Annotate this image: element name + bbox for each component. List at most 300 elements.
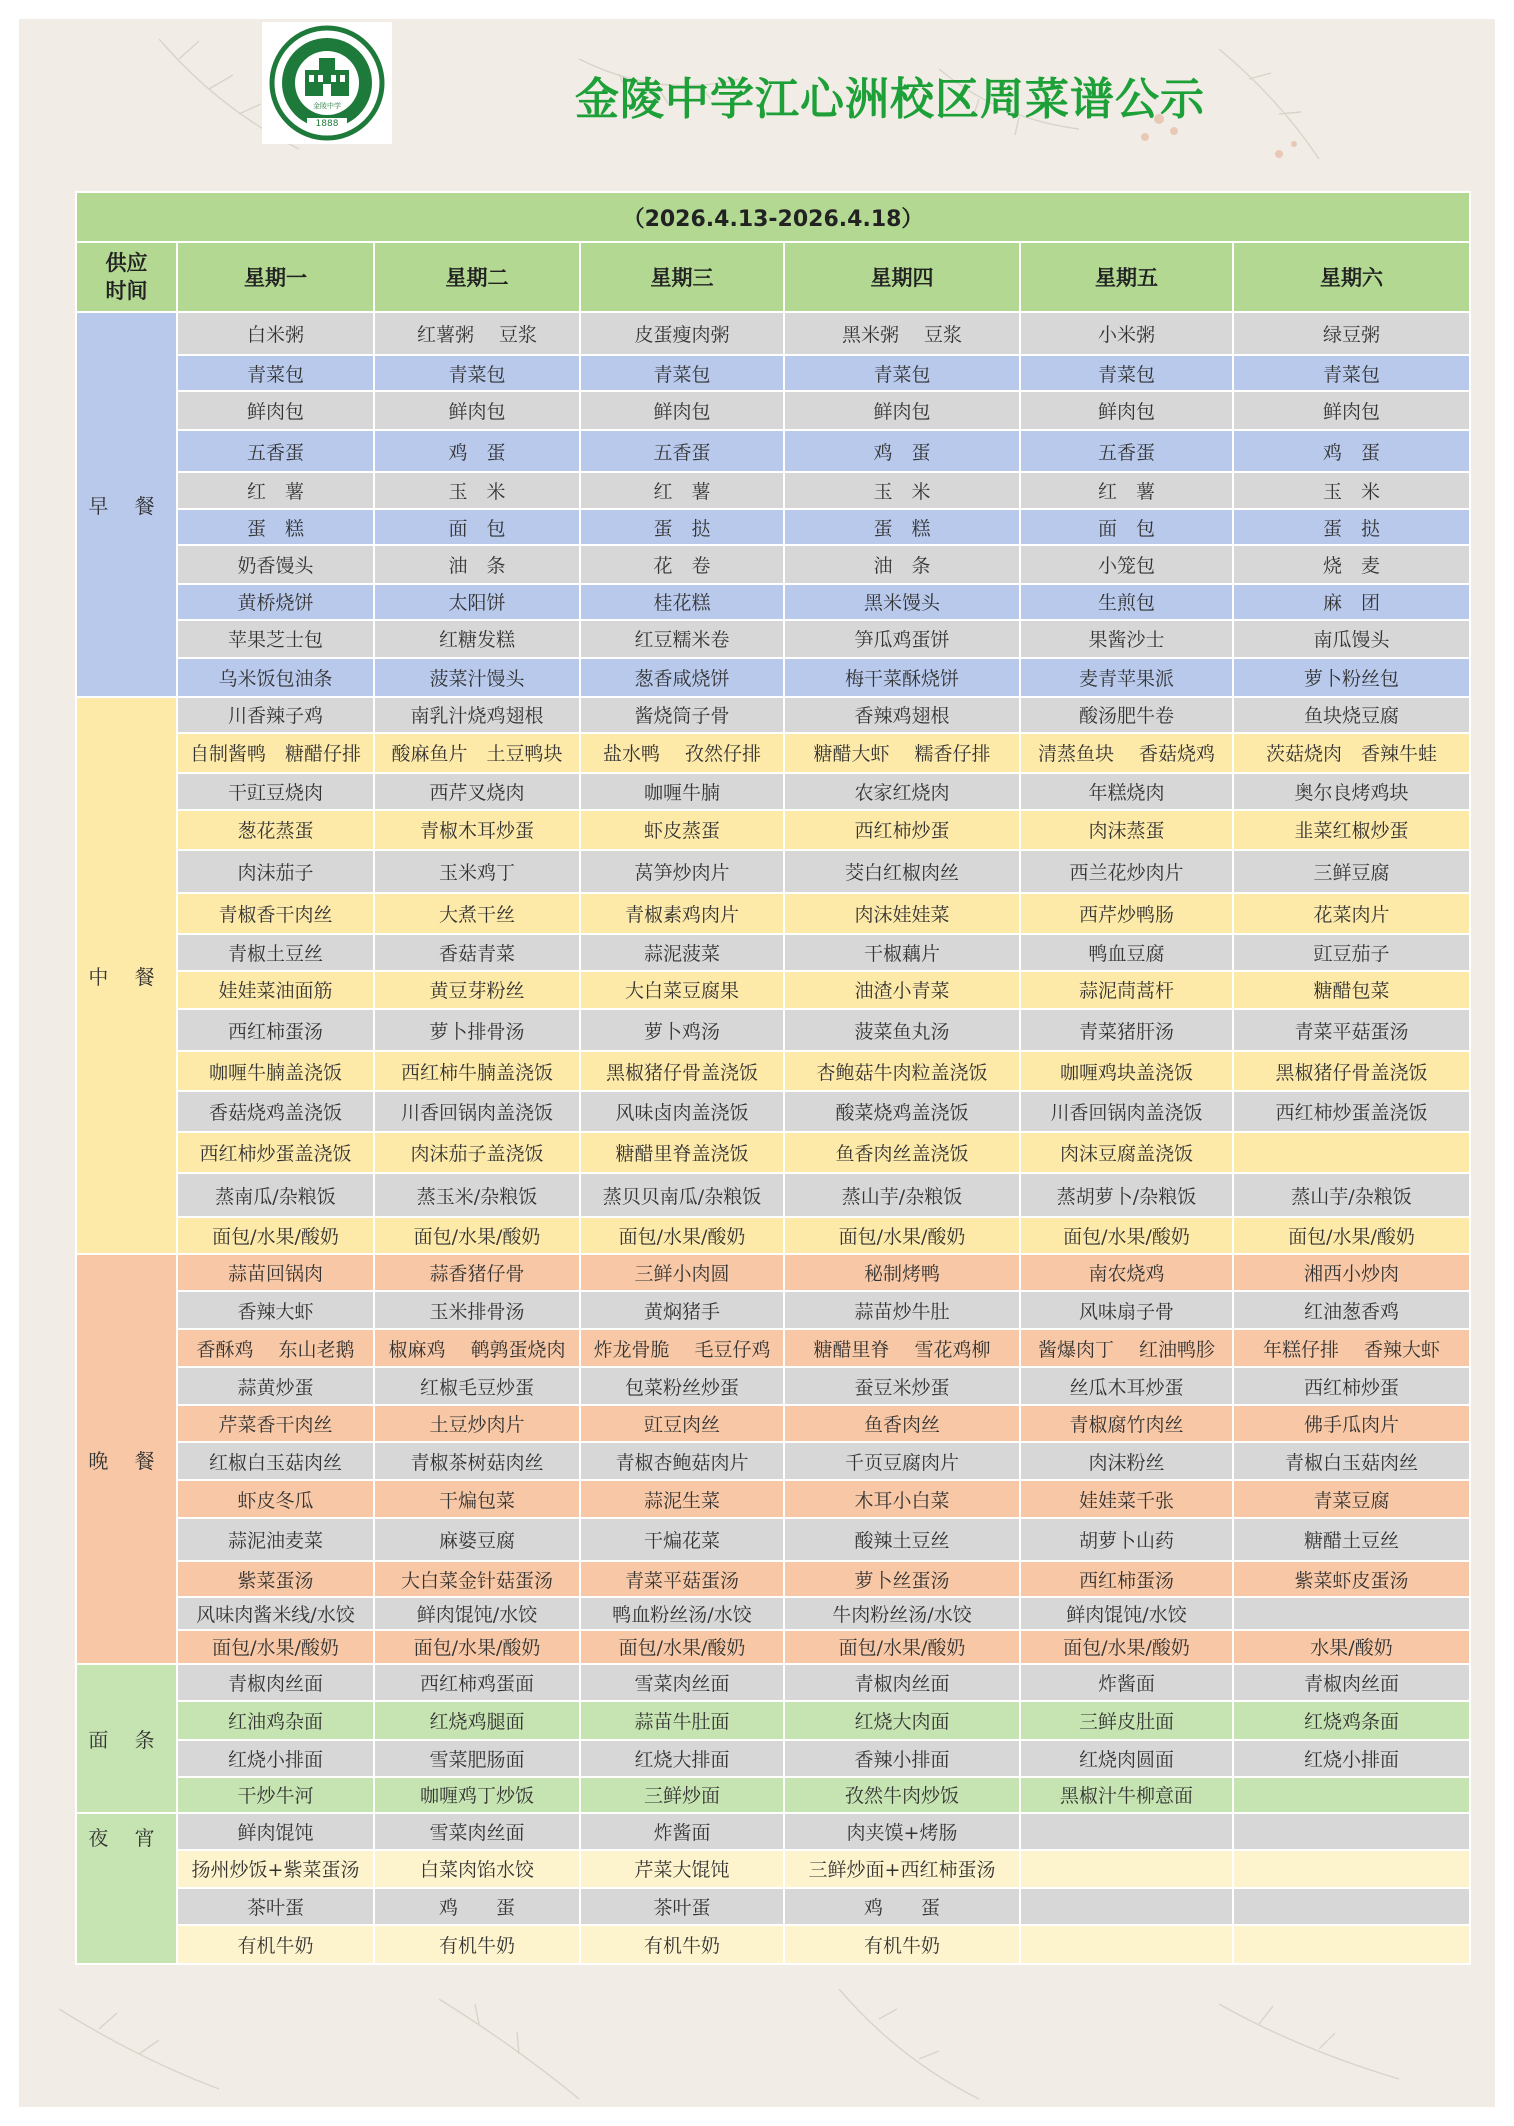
menu-cell: 黄豆芽粉丝	[374, 971, 580, 1009]
menu-cell: 黑椒汁牛柳意面	[1020, 1777, 1233, 1813]
day-header: 星期四	[784, 242, 1020, 312]
menu-cell: 干煸包菜	[374, 1480, 580, 1518]
menu-cell: 糖醋包菜	[1233, 971, 1470, 1009]
menu-cell	[1020, 1850, 1233, 1888]
menu-cell: 蒜苗回锅肉	[177, 1254, 374, 1291]
menu-cell: 干炒牛河	[177, 1777, 374, 1813]
menu-cell: 咖喱鸡丁炒饭	[374, 1777, 580, 1813]
menu-cell: 红豆糯米卷	[580, 620, 784, 658]
lunch-row	[76, 697, 1470, 733]
menu-cell: 干豇豆烧肉	[177, 773, 374, 810]
menu-cell: 鸡 蛋	[1233, 430, 1470, 472]
menu-cell: 蒸南瓜/杂粮饭	[177, 1173, 374, 1217]
menu-cell: 面包/水果/酸奶	[374, 1217, 580, 1254]
menu-cell: 千页豆腐肉片	[784, 1442, 1020, 1480]
menu-cell: 葱香咸烧饼	[580, 658, 784, 697]
menu-cell: 红烧鸡腿面	[374, 1701, 580, 1740]
day-header: 星期三	[580, 242, 784, 312]
menu-cell: 孜然牛肉炒饭	[784, 1777, 1020, 1813]
menu-cell: 青椒茶树菇肉丝	[374, 1442, 580, 1480]
menu-cell: 鱼块烧豆腐	[1233, 697, 1470, 733]
menu-cell: 佛手瓜肉片	[1233, 1405, 1470, 1442]
day-header: 星期一	[177, 242, 374, 312]
menu-cell: 有机牛奶	[374, 1925, 580, 1964]
menu-cell: 咖喱牛腩	[580, 773, 784, 810]
menu-cell: 南乳汁烧鸡翅根	[374, 697, 580, 733]
menu-cell: 青菜平菇蛋汤	[580, 1561, 784, 1597]
menu-cell: 农家红烧肉	[784, 773, 1020, 810]
lunch-row	[76, 1173, 1470, 1217]
menu-cell: 蒜泥油麦菜	[177, 1518, 374, 1561]
menu-cell: 西红柿炒蛋	[1233, 1367, 1470, 1405]
menu-cell: 面包/水果/酸奶	[1020, 1630, 1233, 1664]
menu-cell: 西红柿蛋汤	[177, 1009, 374, 1051]
menu-cell: 肉沫茄子	[177, 850, 374, 893]
menu-cell: 红烧大肉面	[784, 1701, 1020, 1740]
menu-cell: 青椒杏鲍菇肉片	[580, 1442, 784, 1480]
menu-cell: 玉 米	[374, 472, 580, 509]
menu-cell: 鲜肉馄饨/水饺	[374, 1597, 580, 1630]
menu-cell: 油 条	[784, 545, 1020, 584]
logo-motto: 金陵中学	[313, 102, 341, 110]
menu-cell: 烧 麦	[1233, 545, 1470, 584]
menu-cell: 萝卜鸡汤	[580, 1009, 784, 1051]
menu-cell: 西兰花炒肉片	[1020, 850, 1233, 893]
day-header: 星期二	[374, 242, 580, 312]
menu-cell: 娃娃菜千张	[1020, 1480, 1233, 1518]
lunch-row	[76, 893, 1470, 934]
breakfast-row	[76, 391, 1470, 430]
logo-year: 1888	[315, 119, 339, 129]
lunch-row	[76, 1132, 1470, 1173]
dinner-row	[76, 1329, 1470, 1367]
menu-cell: 青椒香干肉丝	[177, 893, 374, 934]
menu-cell: 香菇青菜	[374, 934, 580, 971]
lunch-row	[76, 773, 1470, 810]
menu-cell: 鸭血粉丝汤/水饺	[580, 1597, 784, 1630]
breakfast-row	[76, 545, 1470, 584]
menu-cell: 桂花糕	[580, 584, 784, 620]
dinner-row	[76, 1405, 1470, 1442]
menu-cell: 有机牛奶	[580, 1925, 784, 1964]
menu-cell: 香辣小排面	[784, 1740, 1020, 1777]
menu-cell: 雪菜肉丝面	[580, 1664, 784, 1701]
dinner-row	[76, 1630, 1470, 1664]
menu-cell: 油渣小青菜	[784, 971, 1020, 1009]
menu-cell: 风味扇子骨	[1020, 1291, 1233, 1329]
menu-cell: 蒜泥茼蒿杆	[1020, 971, 1233, 1009]
menu-cell: 麻 团	[1233, 584, 1470, 620]
menu-cell: 糖醋里脊 雪花鸡柳	[784, 1329, 1020, 1367]
menu-cell: 三鲜皮肚面	[1020, 1701, 1233, 1740]
menu-cell: 果酱沙士	[1020, 620, 1233, 658]
menu-cell: 湘西小炒肉	[1233, 1254, 1470, 1291]
menu-cell: 香菇烧鸡盖浇饭	[177, 1091, 374, 1132]
menu-cell: 玉 米	[1233, 472, 1470, 509]
menu-cell: 红 薯	[580, 472, 784, 509]
menu-cell: 花 卷	[580, 545, 784, 584]
menu-cell: 雪菜肉丝面	[374, 1813, 580, 1850]
menu-cell: 蒸山芋/杂粮饭	[1233, 1173, 1470, 1217]
menu-cell: 鸡 蛋	[374, 430, 580, 472]
dinner-row	[76, 1561, 1470, 1597]
menu-cell: 鸡 蛋	[784, 1888, 1020, 1925]
menu-cell: 面包/水果/酸奶	[580, 1217, 784, 1254]
menu-cell: 炸酱面	[1020, 1664, 1233, 1701]
dinner-row	[76, 1480, 1470, 1518]
menu-cell: 菠菜汁馒头	[374, 658, 580, 697]
late-snack-row	[76, 1925, 1470, 1964]
day-header: 星期五	[1020, 242, 1233, 312]
menu-cell: 黑米馒头	[784, 584, 1020, 620]
menu-cell: 红烧肉圆面	[1020, 1740, 1233, 1777]
menu-cell: 青椒木耳炒蛋	[374, 810, 580, 850]
dinner-row	[76, 1597, 1470, 1630]
menu-cell: 蛋 糕	[784, 509, 1020, 545]
menu-cell: 年糕仔排 香辣大虾	[1233, 1329, 1470, 1367]
menu-cell: 茶叶蛋	[580, 1888, 784, 1925]
menu-cell: 蛋 挞	[1233, 509, 1470, 545]
noodle-row	[76, 1701, 1470, 1740]
menu-cell: 蒜苗牛肚面	[580, 1701, 784, 1740]
noodle-row	[76, 1664, 1470, 1701]
menu-cell: 青菜包	[580, 355, 784, 391]
menu-cell: 丝瓜木耳炒蛋	[1020, 1367, 1233, 1405]
menu-cell: 面包/水果/酸奶	[177, 1217, 374, 1254]
menu-cell: 芹菜大馄饨	[580, 1850, 784, 1888]
menu-cell: 西红柿炒蛋	[784, 810, 1020, 850]
menu-cell: 奥尔良烤鸡块	[1233, 773, 1470, 810]
lunch-row	[76, 810, 1470, 850]
late-snack-row	[76, 1850, 1470, 1888]
noodle-label: 面 条	[76, 1664, 177, 1813]
menu-cell: 西红柿炒蛋盖浇饭	[177, 1132, 374, 1173]
menu-cell: 雪菜肥肠面	[374, 1740, 580, 1777]
menu-cell: 干椒藕片	[784, 934, 1020, 971]
lunch-row	[76, 1091, 1470, 1132]
dinner-row	[76, 1442, 1470, 1480]
menu-cell: 黄桥烧饼	[177, 584, 374, 620]
menu-cell: 虾皮蒸蛋	[580, 810, 784, 850]
menu-cell: 肉沫蒸蛋	[1020, 810, 1233, 850]
menu-table	[75, 191, 1471, 1965]
breakfast-row	[76, 658, 1470, 697]
lunch-row	[76, 733, 1470, 773]
breakfast-row	[76, 430, 1470, 472]
menu-cell: 蛋 糕	[177, 509, 374, 545]
menu-cell: 黑米粥 豆浆	[784, 312, 1020, 355]
menu-cell	[1233, 1813, 1470, 1850]
breakfast-row	[76, 472, 1470, 509]
menu-cell: 蒜苗炒牛肚	[784, 1291, 1020, 1329]
menu-cell: 蒜香猪仔骨	[374, 1254, 580, 1291]
menu-cell: 香辣大虾	[177, 1291, 374, 1329]
menu-cell: 葱花蒸蛋	[177, 810, 374, 850]
late-snack-row	[76, 1888, 1470, 1925]
noodle-row	[76, 1740, 1470, 1777]
menu-cell: 面 包	[1020, 509, 1233, 545]
menu-cell: 水果/酸奶	[1233, 1630, 1470, 1664]
lunch-row	[76, 1217, 1470, 1254]
menu-cell: 面包/水果/酸奶	[177, 1630, 374, 1664]
menu-cell: 五香蛋	[177, 430, 374, 472]
menu-cell: 红椒毛豆炒蛋	[374, 1367, 580, 1405]
menu-cell: 鸭血豆腐	[1020, 934, 1233, 971]
menu-cell: 苹果芝士包	[177, 620, 374, 658]
menu-cell: 菠菜鱼丸汤	[784, 1009, 1020, 1051]
menu-cell: 虾皮冬瓜	[177, 1480, 374, 1518]
menu-cell: 黑椒猪仔骨盖浇饭	[580, 1051, 784, 1091]
menu-cell: 油 条	[374, 545, 580, 584]
menu-cell: 鲜肉包	[374, 391, 580, 430]
menu-cell: 咖喱牛腩盖浇饭	[177, 1051, 374, 1091]
menu-cell: 椒麻鸡 鹌鹑蛋烧肉	[374, 1329, 580, 1367]
breakfast-row	[76, 355, 1470, 391]
menu-cell: 红 薯	[1020, 472, 1233, 509]
menu-cell: 花菜肉片	[1233, 893, 1470, 934]
menu-cell: 蒸胡萝卜/杂粮饭	[1020, 1173, 1233, 1217]
dinner-row	[76, 1254, 1470, 1291]
menu-cell: 青椒肉丝面	[177, 1664, 374, 1701]
menu-cell	[1233, 1925, 1470, 1964]
menu-cell: 扬州炒饭+紫菜蛋汤	[177, 1850, 374, 1888]
menu-cell	[1233, 1597, 1470, 1630]
breakfast-row	[76, 620, 1470, 658]
breakfast-row	[76, 509, 1470, 545]
menu-cell: 秘制烤鸭	[784, 1254, 1020, 1291]
menu-cell: 紫菜蛋汤	[177, 1561, 374, 1597]
breakfast-label: 早 餐	[76, 312, 177, 697]
menu-cell: 大白菜豆腐果	[580, 971, 784, 1009]
lunch-row	[76, 971, 1470, 1009]
menu-cell	[1233, 1850, 1470, 1888]
breakfast-row	[76, 584, 1470, 620]
menu-cell: 蒸玉米/杂粮饭	[374, 1173, 580, 1217]
dinner-row	[76, 1367, 1470, 1405]
menu-cell: 豇豆肉丝	[580, 1405, 784, 1442]
menu-cell: 麦青苹果派	[1020, 658, 1233, 697]
menu-cell: 西芹叉烧肉	[374, 773, 580, 810]
menu-cell: 胡萝卜山药	[1020, 1518, 1233, 1561]
day-header: 星期六	[1233, 242, 1470, 312]
menu-cell: 梅干菜酥烧饼	[784, 658, 1020, 697]
menu-cell: 酸麻鱼片 土豆鸭块	[374, 733, 580, 773]
menu-cell: 鲜肉包	[1020, 391, 1233, 430]
menu-cell: 年糕烧肉	[1020, 773, 1233, 810]
dinner-row	[76, 1518, 1470, 1561]
menu-cell: 南瓜馒头	[1233, 620, 1470, 658]
menu-cell: 自制酱鸭 糖醋仔排	[177, 733, 374, 773]
menu-cell: 肉沫茄子盖浇饭	[374, 1132, 580, 1173]
menu-cell: 香酥鸡 东山老鹅	[177, 1329, 374, 1367]
lunch-row	[76, 1009, 1470, 1051]
menu-cell: 盐水鸭 孜然仔排	[580, 733, 784, 773]
menu-cell: 大白菜金针菇蛋汤	[374, 1561, 580, 1597]
page-title: 金陵中学江心洲校区周菜谱公示	[575, 74, 1205, 125]
menu-cell: 杏鲍菇牛肉粒盖浇饭	[784, 1051, 1020, 1091]
menu-cell: 蒜泥生菜	[580, 1480, 784, 1518]
menu-cell: 青椒肉丝面	[784, 1664, 1020, 1701]
menu-cell: 三鲜小肉圆	[580, 1254, 784, 1291]
menu-cell: 红糖发糕	[374, 620, 580, 658]
menu-cell: 酸汤肥牛卷	[1020, 697, 1233, 733]
menu-cell: 西芹炒鸭肠	[1020, 893, 1233, 934]
menu-cell: 香辣鸡翅根	[784, 697, 1020, 733]
menu-cell: 青菜包	[784, 355, 1020, 391]
menu-cell: 面包/水果/酸奶	[374, 1630, 580, 1664]
menu-cell: 面包/水果/酸奶	[784, 1630, 1020, 1664]
menu-cell: 蚕豆米炒蛋	[784, 1367, 1020, 1405]
menu-cell: 茨菇烧肉 香辣牛蛙	[1233, 733, 1470, 773]
menu-cell: 笋瓜鸡蛋饼	[784, 620, 1020, 658]
menu-cell: 肉沫豆腐盖浇饭	[1020, 1132, 1233, 1173]
menu-cell: 川香辣子鸡	[177, 697, 374, 733]
menu-cell: 萝卜丝蛋汤	[784, 1561, 1020, 1597]
dinner-label: 晚 餐	[76, 1254, 177, 1664]
menu-cell: 娃娃菜油面筋	[177, 971, 374, 1009]
menu-cell: 茭白红椒肉丝	[784, 850, 1020, 893]
menu-cell: 炸龙骨脆 毛豆仔鸡	[580, 1329, 784, 1367]
menu-cell: 红油鸡杂面	[177, 1701, 374, 1740]
menu-cell: 蛋 挞	[580, 509, 784, 545]
menu-cell: 鲜肉包	[580, 391, 784, 430]
menu-cell: 肉沫粉丝	[1020, 1442, 1233, 1480]
menu-cell: 青菜猪肝汤	[1020, 1009, 1233, 1051]
menu-cell: 西红柿牛腩盖浇饭	[374, 1051, 580, 1091]
menu-cell: 小笼包	[1020, 545, 1233, 584]
menu-cell: 鱼香肉丝	[784, 1405, 1020, 1442]
menu-cell: 黑椒猪仔骨盖浇饭	[1233, 1051, 1470, 1091]
menu-cell: 紫菜虾皮蛋汤	[1233, 1561, 1470, 1597]
menu-cell: 酱爆肉丁 红油鸭胗	[1020, 1329, 1233, 1367]
menu-cell: 三鲜豆腐	[1233, 850, 1470, 893]
menu-cell: 萝卜排骨汤	[374, 1009, 580, 1051]
menu-cell: 清蒸鱼块 香菇烧鸡	[1020, 733, 1233, 773]
menu-cell: 青椒土豆丝	[177, 934, 374, 971]
menu-cell: 五香蛋	[580, 430, 784, 472]
lunch-row	[76, 1051, 1470, 1091]
menu-cell: 咖喱鸡块盖浇饭	[1020, 1051, 1233, 1091]
menu-cell: 红烧小排面	[177, 1740, 374, 1777]
menu-cell	[1233, 1888, 1470, 1925]
menu-cell: 三鲜炒面+西红柿蛋汤	[784, 1850, 1020, 1888]
menu-cell: 面包/水果/酸奶	[784, 1217, 1020, 1254]
menu-cell	[1233, 1777, 1470, 1813]
menu-cell: 有机牛奶	[177, 1925, 374, 1964]
menu-cell: 鲜肉包	[177, 391, 374, 430]
menu-cell: 青椒腐竹肉丝	[1020, 1405, 1233, 1442]
menu-cell: 面 包	[374, 509, 580, 545]
breakfast-row	[76, 312, 1470, 355]
menu-cell: 鸡 蛋	[374, 1888, 580, 1925]
menu-cell: 糖醋土豆丝	[1233, 1518, 1470, 1561]
menu-cell: 土豆炒肉片	[374, 1405, 580, 1442]
menu-cell: 面包/水果/酸奶	[1233, 1217, 1470, 1254]
menu-cell: 川香回锅肉盖浇饭	[374, 1091, 580, 1132]
menu-cell: 青椒白玉菇肉丝	[1233, 1442, 1470, 1480]
menu-cell: 黄焖猪手	[580, 1291, 784, 1329]
menu-cell: 太阳饼	[374, 584, 580, 620]
menu-cell: 大煮干丝	[374, 893, 580, 934]
menu-cell: 玉米鸡丁	[374, 850, 580, 893]
menu-cell: 青椒素鸡肉片	[580, 893, 784, 934]
menu-cell: 玉 米	[784, 472, 1020, 509]
menu-cell: 青菜包	[177, 355, 374, 391]
menu-cell: 木耳小白菜	[784, 1480, 1020, 1518]
lunch-label: 中 餐	[76, 697, 177, 1254]
menu-cell: 生煎包	[1020, 584, 1233, 620]
menu-cell: 蒸贝贝南瓜/杂粮饭	[580, 1173, 784, 1217]
menu-cell: 红薯粥 豆浆	[374, 312, 580, 355]
menu-cell: 干煸花菜	[580, 1518, 784, 1561]
late-snack-row	[76, 1813, 1470, 1850]
menu-cell: 西红柿炒蛋盖浇饭	[1233, 1091, 1470, 1132]
menu-cell: 青椒肉丝面	[1233, 1664, 1470, 1701]
menu-cell	[1020, 1925, 1233, 1964]
menu-cell: 红椒白玉菇肉丝	[177, 1442, 374, 1480]
menu-cell: 有机牛奶	[784, 1925, 1020, 1964]
menu-cell: 青菜包	[1233, 355, 1470, 391]
menu-cell: 红烧小排面	[1233, 1740, 1470, 1777]
menu-cell: 皮蛋瘦肉粥	[580, 312, 784, 355]
menu-cell: 白米粥	[177, 312, 374, 355]
menu-cell: 蒜黄炒蛋	[177, 1367, 374, 1405]
menu-cell: 风味肉酱米线/水饺	[177, 1597, 374, 1630]
menu-cell: 白菜肉馅水饺	[374, 1850, 580, 1888]
menu-cell	[1020, 1888, 1233, 1925]
lunch-row	[76, 934, 1470, 971]
menu-cell: 青菜包	[1020, 355, 1233, 391]
menu-cell: 糖醋里脊盖浇饭	[580, 1132, 784, 1173]
menu-cell: 芹菜香干肉丝	[177, 1405, 374, 1442]
late-snack-label: 夜 宵	[76, 1813, 177, 1964]
menu-cell: 绿豆粥	[1233, 312, 1470, 355]
menu-cell: 糖醋大虾 糯香仔排	[784, 733, 1020, 773]
menu-cell: 红 薯	[177, 472, 374, 509]
menu-cell: 鲜肉馄饨/水饺	[1020, 1597, 1233, 1630]
menu-cell: 酸菜烧鸡盖浇饭	[784, 1091, 1020, 1132]
menu-cell: 三鲜炒面	[580, 1777, 784, 1813]
menu-cell: 蒜泥菠菜	[580, 934, 784, 971]
dinner-row	[76, 1291, 1470, 1329]
menu-cell: 包菜粉丝炒蛋	[580, 1367, 784, 1405]
menu-cell: 西红柿鸡蛋面	[374, 1664, 580, 1701]
menu-cell: 川香回锅肉盖浇饭	[1020, 1091, 1233, 1132]
menu-cell: 面包/水果/酸奶	[580, 1630, 784, 1664]
menu-cell: 鸡 蛋	[784, 430, 1020, 472]
menu-cell: 茶叶蛋	[177, 1888, 374, 1925]
menu-cell: 五香蛋	[1020, 430, 1233, 472]
menu-cell: 鲜肉馄饨	[177, 1813, 374, 1850]
supply-time-label: 供应时间	[105, 251, 148, 303]
menu-cell: 肉沫娃娃菜	[784, 893, 1020, 934]
menu-cell: 炸酱面	[580, 1813, 784, 1850]
supply-time-header	[76, 242, 177, 312]
menu-cell: 韭菜红椒炒蛋	[1233, 810, 1470, 850]
menu-cell: 蒸山芋/杂粮饭	[784, 1173, 1020, 1217]
menu-cell: 青菜豆腐	[1233, 1480, 1470, 1518]
menu-cell: 酸辣土豆丝	[784, 1518, 1020, 1561]
menu-cell: 豇豆茄子	[1233, 934, 1470, 971]
menu-cell: 莴笋炒肉片	[580, 850, 784, 893]
menu-cell: 小米粥	[1020, 312, 1233, 355]
menu-cell: 鲜肉包	[1233, 391, 1470, 430]
menu-cell: 鱼香肉丝盖浇饭	[784, 1132, 1020, 1173]
menu-cell: 红烧大排面	[580, 1740, 784, 1777]
menu-cell: 酱烧筒子骨	[580, 697, 784, 733]
menu-cell: 肉夹馍+烤肠	[784, 1813, 1020, 1850]
menu-cell: 奶香馒头	[177, 545, 374, 584]
